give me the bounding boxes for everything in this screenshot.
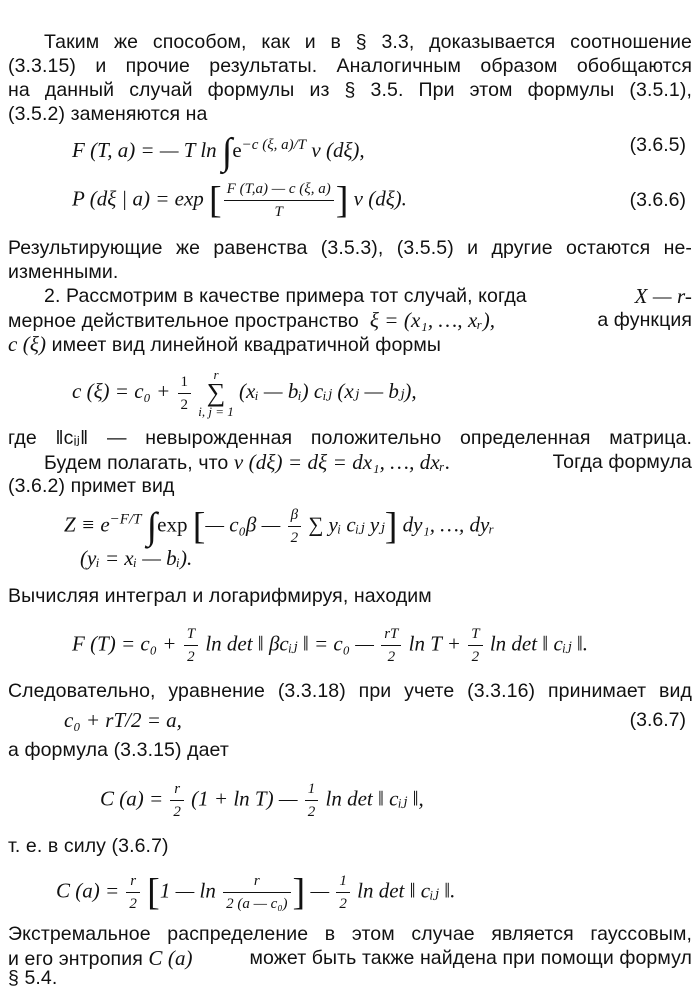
c1-lhs: C (a) =: [100, 786, 164, 811]
text-line-18-b: C (a): [148, 946, 193, 970]
text-line-11-b: ν (dξ) = dξ = dx₁, …, dxᵣ.: [233, 450, 451, 474]
text-line-9-b: имеет вид линейной квадратичной формы: [51, 334, 441, 356]
z-beta-fraction: [288, 504, 302, 549]
text-line-9: [8, 332, 692, 357]
z-beta-num: β: [288, 504, 302, 527]
c2-right-bracket: ]: [292, 871, 306, 914]
z-term-2: ∑ yᵢ cᵢⱼ yⱼ: [308, 512, 385, 537]
z-lhs: Z ≡ e: [64, 512, 110, 537]
equation-3-6-5: [72, 131, 365, 174]
equation-c-of-a-2: [56, 870, 455, 915]
z-power: −F/T: [109, 511, 142, 528]
c2-part-1: 1 — ln: [159, 878, 216, 903]
c1-frac-2-num: 1: [305, 778, 319, 801]
text-line-8-c: а функция: [597, 309, 692, 331]
f-part-1: ln det ‖ βcᵢⱼ ‖ = c₀ —: [205, 631, 374, 656]
z-beta-den: 2: [290, 530, 299, 546]
integral-sign: ∫: [221, 131, 233, 174]
text-line-11: [44, 450, 692, 475]
f-frac-1-den: 2: [187, 649, 195, 665]
eq-365-rhs: ν (dξ),: [311, 138, 365, 162]
z-exp: exp: [157, 512, 188, 537]
z-tail: dy₁, …, dyᵣ: [402, 512, 495, 537]
f-part-2: ln T +: [408, 631, 461, 656]
text-line-3: на данный случай формулы из § 3.5. При этом формулы (3.5.1),: [8, 79, 692, 101]
z-left-bracket: [: [192, 505, 206, 548]
c2-frac-1-num: r: [126, 870, 140, 893]
z-integral-sign: ∫: [146, 505, 158, 548]
f-frac-2: [381, 623, 401, 668]
text-line-2: (3.3.15) и прочие результаты. Аналогичным образом обобщаются: [8, 55, 692, 77]
f-frac-2-num: rT: [381, 623, 401, 646]
text-line-8-a: мерное действительное пространство: [8, 310, 359, 332]
text-line-8: [8, 308, 692, 333]
equation-f-of-t: [72, 623, 588, 668]
z-term-1: — c₀β —: [205, 512, 281, 537]
eq-365-lhs: F (T, a) = — T ln: [72, 138, 217, 162]
f-frac-1-num: T: [184, 623, 198, 646]
equation-3-6-7: [64, 706, 182, 734]
c1-frac-2: [305, 778, 319, 823]
quad-half: [178, 371, 192, 416]
text-line-9-a: c (ξ): [8, 332, 47, 356]
text-line-12: (3.6.2) примет вид: [8, 475, 175, 497]
text-line-7-b: X — r-: [634, 284, 692, 308]
z-condition: (yᵢ = xᵢ — bᵢ).: [80, 546, 193, 570]
equation-z-condition: [80, 544, 192, 572]
text-line-18-c: может быть также найдена при помощи формул: [249, 947, 692, 969]
sigma-sign: ∑: [206, 378, 226, 407]
c1-frac-1-den: 2: [173, 804, 181, 820]
f-frac-3-den: 2: [471, 649, 480, 665]
c2-part-2: —: [310, 878, 330, 903]
eq-366-rhs: ν (dξ).: [353, 186, 407, 211]
c2-frac-3-num: 1: [336, 870, 350, 893]
text-line-14: Следовательно, уравнение (3.3.18) при учете (3.3.16) принимает вид: [8, 680, 692, 702]
c2-frac-1: [126, 870, 140, 915]
eq-366-lhs: P (dξ | a) = exp: [72, 186, 204, 211]
quad-lhs: c (ξ) = c₀ +: [72, 378, 171, 403]
text-line-7-a: 2. Рассмотрим в качестве примера тот случай, когда: [44, 285, 527, 307]
text-line-19: § 5.4.: [8, 967, 58, 989]
f-frac-2-den: 2: [387, 649, 396, 665]
right-bracket: ]: [335, 179, 349, 222]
eq-367-expr: c₀ + rT/2 = a,: [64, 708, 182, 732]
text-line-5: Результирующие же равенства (3.5.3), (3.5.5) и другие остаются не-: [8, 237, 692, 259]
eq-366-fraction: [224, 178, 334, 223]
text-line-10: где ‖cᵢⱼ‖ — невырожденная положительно определенная матрица.: [8, 427, 692, 449]
equation-quadratic-form: [72, 368, 417, 418]
text-line-16: т. е. в силу (3.6.7): [8, 835, 169, 857]
c2-frac-1-den: 2: [129, 896, 137, 912]
eq-365-power: −c (ξ, a)/T: [241, 137, 307, 153]
text-line-13: Вычисляя интеграл и логарифмируя, находим: [8, 585, 432, 607]
c2-frac-2: [223, 870, 290, 915]
equation-3-6-6: [72, 178, 407, 223]
c1-frac-1-num: r: [170, 778, 184, 801]
c2-frac-2-den: 2 (a — c₀): [226, 896, 288, 912]
text-line-11-c: Тогда формула: [552, 451, 692, 473]
left-bracket: [: [209, 179, 222, 222]
c2-frac-2-num: r: [223, 870, 290, 893]
c1-frac-2-den: 2: [307, 804, 316, 820]
c1-part-1: (1 + ln T) —: [191, 786, 298, 811]
eq-366-numerator: F (T,a) — c (ξ, a): [224, 178, 334, 201]
f-frac-1: [184, 623, 198, 668]
sum-upper: r: [213, 367, 219, 382]
text-line-15: а формула (3.3.15) дает: [8, 739, 229, 761]
c1-frac-1: [170, 778, 184, 823]
c2-left-bracket: [: [147, 871, 160, 914]
quad-half-num: 1: [178, 371, 192, 394]
summation: [198, 368, 234, 418]
f-frac-3-num: T: [468, 623, 482, 646]
text-line-1: Таким же способом, как и в § 3.3, доказывается соотношение: [44, 31, 692, 53]
c2-frac-3: [336, 870, 350, 915]
equation-number-3-6-7: (3.6.7): [629, 709, 686, 731]
f-part-3: ln det ‖ cᵢⱼ ‖.: [489, 631, 589, 656]
equation-number-3-6-6: (3.6.6): [629, 189, 686, 211]
text-line-11-a: Будем полагать, что: [44, 452, 229, 474]
c2-frac-3-den: 2: [339, 896, 347, 912]
text-line-7: [44, 284, 692, 308]
equation-number-3-6-5: (3.6.5): [629, 134, 686, 156]
f-lhs: F (T) = c₀ +: [72, 631, 177, 656]
sum-lower: i, j = 1: [198, 404, 234, 419]
text-line-17: Экстремальное распределение в этом случае является гауссовым,: [8, 923, 692, 945]
eq-366-denominator: T: [274, 204, 283, 220]
equation-z: [64, 504, 494, 549]
z-right-bracket: ]: [384, 505, 398, 548]
c2-lhs: C (a) =: [56, 878, 120, 903]
c2-part-3: ln det ‖ cᵢⱼ ‖.: [357, 878, 456, 903]
equation-c-of-a-1: [100, 778, 424, 823]
quad-half-den: 2: [180, 396, 189, 413]
f-frac-3: [468, 623, 482, 668]
quad-body: (xᵢ — bᵢ) cᵢⱼ (xⱼ — bⱼ),: [239, 378, 417, 403]
text-line-4: (3.5.2) заменяются на: [8, 103, 208, 125]
text-line-18-a: и его энтропия: [8, 948, 143, 970]
c1-part-2: ln det ‖ cᵢⱼ ‖,: [325, 786, 424, 811]
eq-365-exp: e: [232, 138, 242, 162]
text-line-8-b: ξ = (x₁, …, xᵣ),: [369, 308, 496, 332]
text-line-6: изменными.: [8, 261, 119, 283]
